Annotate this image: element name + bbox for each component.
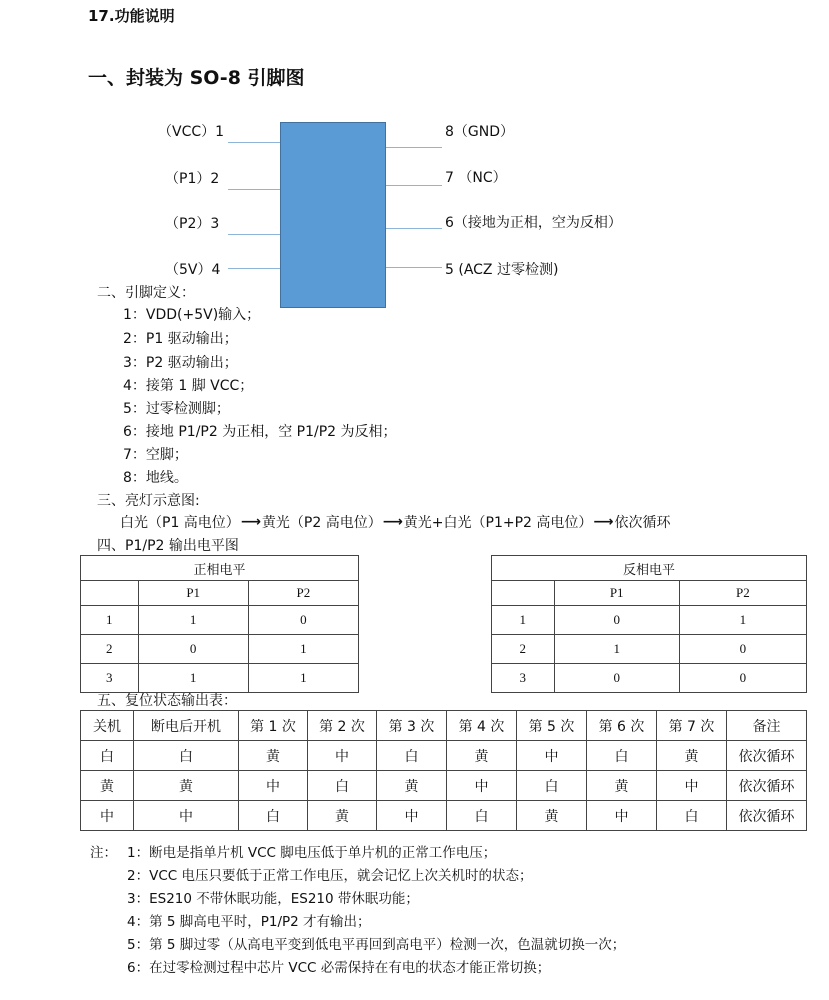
table-cell: 黄	[377, 771, 447, 801]
definition-item: 8：地线。	[123, 470, 188, 486]
table-header-row	[81, 711, 807, 741]
table-header: 关机	[81, 711, 134, 741]
table-cell: 黄	[308, 801, 377, 831]
table-cell: 中	[517, 741, 587, 771]
table-cell: 1	[679, 606, 806, 635]
table-cell: 黄	[657, 741, 727, 771]
table-cell: 白	[587, 741, 657, 771]
table-header: 第 7 次	[657, 711, 727, 741]
table-cell: 白	[377, 741, 447, 771]
pin-lead-6	[386, 228, 442, 229]
chip-body	[280, 122, 386, 308]
table-cell: 白	[239, 801, 308, 831]
definition-item: 2：P1 驱动输出；	[123, 331, 238, 347]
table-cell: 白	[81, 741, 134, 771]
inverse-level-table	[491, 555, 807, 693]
table-cell: 0	[138, 635, 248, 664]
definition-item: 1：VDD(+5V)输入；	[123, 307, 261, 323]
table-row	[492, 606, 807, 635]
table-cell: 依次循环	[727, 771, 807, 801]
table-cell: 黄	[81, 771, 134, 801]
arrow-right-icon: ⟶	[593, 514, 614, 530]
table-cell: 1	[492, 606, 555, 635]
table-cell: 中	[239, 771, 308, 801]
table-header: 第 2 次	[308, 711, 377, 741]
table-cell: 白	[657, 801, 727, 831]
pin-lead-2	[228, 189, 280, 190]
table-cell: 白	[517, 771, 587, 801]
definition-item: 5：过零检测脚；	[123, 401, 230, 417]
definition-item: 3：P2 驱动输出；	[123, 355, 238, 371]
table-header: 第 6 次	[587, 711, 657, 741]
table-cell: 2	[81, 635, 139, 664]
table-cell: 黄	[134, 771, 239, 801]
light-sequence	[120, 512, 670, 532]
pin-label-5: 5 (ACZ 过零检测)	[445, 262, 559, 278]
table-cell: 1	[138, 606, 248, 635]
table-cell: 中	[587, 801, 657, 831]
package-title: 一、封装为 SO-8 引脚图	[88, 67, 305, 89]
table-cell: 0	[679, 664, 806, 693]
table-header: P2	[679, 581, 806, 606]
table-row	[81, 771, 807, 801]
pin-lead-8	[386, 147, 442, 148]
table-cell: 3	[81, 664, 139, 693]
table-header: 第 5 次	[517, 711, 587, 741]
table-cell: 3	[492, 664, 555, 693]
table-row	[492, 664, 807, 693]
table-title: 正相电平	[81, 556, 359, 581]
note-item: 6：在过零检测过程中芯片 VCC 必需保持在有电的状态才能正常切换；	[127, 960, 551, 976]
table-cell: 中	[377, 801, 447, 831]
table-header: P1	[554, 581, 679, 606]
reset-state-table	[80, 710, 807, 831]
light-step: 黄光+白光（P1+P2 高电位）	[403, 515, 593, 531]
table-title: 反相电平	[492, 556, 807, 581]
pin-label-2: （P1）2	[165, 171, 220, 187]
level-title: 四、P1/P2 输出电平图	[97, 538, 239, 554]
table-cell: 1	[554, 635, 679, 664]
definition-item: 4：接第 1 脚 VCC；	[123, 378, 254, 394]
table-cell: 黄	[517, 801, 587, 831]
note-item: 2：VCC 电压只要低于正常工作电压，就会记忆上次关机时的状态；	[127, 868, 533, 884]
table-row	[81, 606, 359, 635]
definition-title: 二、引脚定义：	[97, 285, 195, 301]
pin-lead-3	[228, 234, 280, 235]
table-header: 第 1 次	[239, 711, 308, 741]
table-cell: 中	[308, 741, 377, 771]
table-cell: 中	[134, 801, 239, 831]
table-cell: 中	[81, 801, 134, 831]
note-item: 3：ES210 不带休眠功能，ES210 带休眠功能；	[127, 891, 419, 907]
pin-lead-4	[228, 268, 280, 269]
table-cell: 中	[447, 771, 517, 801]
definition-item: 6：接地 P1/P2 为正相，空 P1/P2 为反相；	[123, 424, 397, 440]
pin-lead-1	[228, 142, 280, 143]
table-cell: 白	[134, 741, 239, 771]
table-cell: 中	[657, 771, 727, 801]
pin-lead-5	[386, 267, 442, 268]
definition-item: 7：空脚；	[123, 447, 188, 463]
table-cell: 白	[308, 771, 377, 801]
pin-lead-7	[386, 185, 442, 186]
table-cell: 黄	[587, 771, 657, 801]
table-header: 备注	[727, 711, 807, 741]
table-header	[81, 581, 139, 606]
table-header: P1	[138, 581, 248, 606]
table-cell: 0	[554, 606, 679, 635]
table-cell: 0	[248, 606, 358, 635]
table-row	[81, 635, 359, 664]
normal-level-table	[80, 555, 359, 693]
table-cell: 1	[138, 664, 248, 693]
light-step: 黄光（P2 高电位）	[261, 515, 382, 531]
light-step: 白光（P1 高电位）	[120, 515, 240, 531]
light-title: 三、亮灯示意图:	[97, 493, 200, 509]
table-cell: 黄	[239, 741, 308, 771]
table-row	[492, 635, 807, 664]
table-row	[81, 664, 359, 693]
pin-label-1: （VCC）1	[158, 124, 225, 140]
table-cell: 黄	[447, 741, 517, 771]
pin-label-7: 7 （NC）	[445, 170, 507, 186]
pin-label-3: （P2）3	[165, 216, 220, 232]
section-heading: 17.功能说明	[88, 7, 175, 25]
pin-label-8: 8（GND）	[445, 124, 515, 140]
table-header: P2	[248, 581, 358, 606]
table-header: 断电后开机	[134, 711, 239, 741]
table-cell: 依次循环	[727, 801, 807, 831]
table-row	[81, 741, 807, 771]
table-row	[81, 801, 807, 831]
pin-label-4: （5V）4	[165, 262, 221, 278]
arrow-right-icon: ⟶	[382, 514, 403, 530]
light-step: 依次循环	[614, 515, 671, 531]
pin-label-6: 6（接地为正相，空为反相）	[445, 215, 622, 231]
table-header: 第 3 次	[377, 711, 447, 741]
table-cell: 0	[679, 635, 806, 664]
table-cell: 2	[492, 635, 555, 664]
table-cell: 0	[554, 664, 679, 693]
table-cell: 白	[447, 801, 517, 831]
table-header: 第 4 次	[447, 711, 517, 741]
table-cell: 1	[81, 606, 139, 635]
table-cell: 1	[248, 664, 358, 693]
table-header	[492, 581, 555, 606]
arrow-right-icon: ⟶	[240, 514, 261, 530]
note-item: 1：断电是指单片机 VCC 脚电压低于单片机的正常工作电压；	[127, 845, 497, 861]
note-item: 5：第 5 脚过零（从高电平变到低电平再回到高电平）检测一次，色温就切换一次；	[127, 937, 626, 953]
table-cell: 1	[248, 635, 358, 664]
note-item: 4：第 5 脚高电平时，P1/P2 才有输出；	[127, 914, 371, 930]
reset-title: 五、复位状态输出表：	[97, 693, 237, 709]
notes-label: 注：	[90, 845, 117, 861]
table-cell: 依次循环	[727, 741, 807, 771]
